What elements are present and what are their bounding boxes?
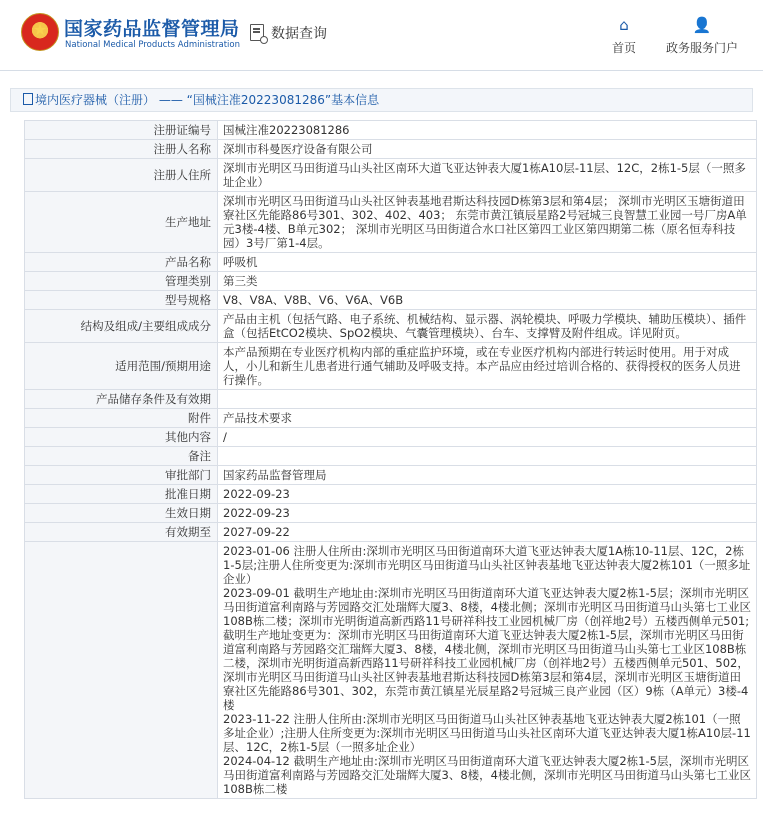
- field-label: 注册证编号: [25, 121, 218, 140]
- table-row: [25, 159, 757, 192]
- nav-home-label: 首页: [612, 41, 637, 55]
- field-label: 审批部门: [25, 466, 218, 485]
- field-value: 深圳市光明区马田街道马山头社区钟表基地君斯达科技园D栋第3层和第4层； 深圳市光明区玉塘街道田寮社区先能路86号301、302、402、403； 东莞市黄江镇辰星路2号冠城三良智慧工业园一号厂房A单元3楼-4楼、B单元302； 深圳市光明区马田街道合水口社区第四工业区第四期第二栋（原名恒寿科技园）3号厂第1-4层。: [218, 192, 757, 253]
- field-value: /: [218, 428, 757, 447]
- table-row: [25, 121, 757, 140]
- field-value: 产品由主机（包括气路、电子系统、机械结构、显示器、涡轮模块、呼吸力学模块、辅助压模块）、插件盒（包括EtCO2模块、SpO2模块、气囊管理模块）、台车、支撑臂及附件组成。详见附页。: [218, 310, 757, 343]
- field-label: 产品储存条件及有效期: [25, 390, 218, 409]
- field-label: 注册人住所: [25, 159, 218, 192]
- field-label: 生效日期: [25, 504, 218, 523]
- field-label: 管理类别: [25, 272, 218, 291]
- home-icon: ⌂: [619, 16, 629, 34]
- change-history-entry: 2023-09-01 截明生产地址由:深圳市光明区马田街道南环大道飞亚达钟表大厦2栋1-5层；深圳市光明区马田街道富利南路与芳园路交汇处瑞辉大厦3、8楼，4楼北侧；深圳市光明区马田街道马山头第七工业区108B栋二楼；深圳市光明街道高新西路11号研祥科技工业园机械厂房（创祥地2号）五楼西侧单元501;截明生产地址变更为：深圳市光明区马田街道南环大道飞亚达钟表大厦2栋1-5层，深圳市光明区马田街道富利南路与芳园路交汇瑞辉大厦3、8楼，4楼北侧，深圳市光明区马田街道马山头第七工业区108B栋二楼，深圳市光明街道高新西路11号研祥科技工业园机械厂房（创祥地2号）五楼西侧单元501、502，深圳市光明区马田街道马山头社区钟表基地君斯达科技园D栋第3层和第4层，深圳市光明区玉塘街道田寮社区先能路86号301、302，东莞市黄江镇星光辰星路2号冠城三良产业园（区）9栋（A单元）3楼-4楼: [223, 586, 751, 712]
- national-emblem-icon: [21, 13, 59, 51]
- field-label: 其他内容: [25, 428, 218, 447]
- table-row: [25, 272, 757, 291]
- site-name-cn: 国家药品监督管理局: [64, 18, 240, 40]
- field-label: 批准日期: [25, 485, 218, 504]
- field-value: 2022-09-23: [218, 504, 757, 523]
- data-query-icon: [250, 24, 264, 41]
- field-value: 产品技术要求: [218, 409, 757, 428]
- breadcrumb-section[interactable]: 境内医疗器械（注册）: [35, 93, 156, 107]
- data-query-link[interactable]: 数据查询: [271, 26, 327, 42]
- table-row: [25, 343, 757, 390]
- change-history-entry: 2023-01-06 注册人住所由:深圳市光明区马田街道南环大道飞亚达钟表大厦1A栋10-11层、12C，2栋1-5层;注册人住所变更为:深圳市光明区马田街道马山头社区钟表基地飞亚达钟表大厦2栋101（一照多址企业）: [223, 544, 751, 586]
- field-value: 深圳市光明区马田街道马山头社区南环大道飞亚达钟表大厦1栋A10层-11层、12C，2栋1-5层（一照多址企业）: [218, 159, 757, 192]
- field-label: 产品名称: [25, 253, 218, 272]
- table-row: [25, 428, 757, 447]
- field-value: 本产品预期在专业医疗机构内部的重症监护环境，或在专业医疗机构内部进行转运时使用。用于对成人，小儿和新生儿患者进行通气辅助及呼吸支持。本产品应由经过培训合格的、获得授权的医务人员进行操作。: [218, 343, 757, 390]
- table-row: [25, 291, 757, 310]
- table-row: [25, 485, 757, 504]
- table-row: [25, 466, 757, 485]
- change-history: [218, 542, 757, 799]
- field-value: 国械注准20223081286: [218, 121, 757, 140]
- field-value: V8、V8A、V8B、V6、V6A、V6B: [218, 291, 757, 310]
- field-label: 结构及组成/主要组成成分: [25, 310, 218, 343]
- table-row: [25, 523, 757, 542]
- breadcrumb-separator: ——: [158, 93, 183, 107]
- user-icon: 👤: [692, 16, 712, 34]
- nav-home-link[interactable]: [612, 18, 636, 56]
- site-name-en: National Medical Products Administration: [65, 40, 240, 50]
- nav-service-label: 政务服务门户: [666, 41, 739, 55]
- field-value: 国家药品监督管理局: [218, 466, 757, 485]
- site-header: [0, 0, 763, 71]
- change-history-entry: 2024-04-12 截明生产地址由:深圳市光明区马田街道南环大道飞亚达钟表大厦2栋1-5层，深圳市光明区马田街道富利南路与芳园路交汇处瑞辉大厦3、8楼，4楼北侧，深圳市光明区马田街道马山头第七工业区108B栋二楼: [223, 754, 751, 796]
- document-icon: [23, 93, 33, 105]
- table-row: [25, 504, 757, 523]
- record-detail-table: [24, 120, 757, 799]
- table-row: [25, 253, 757, 272]
- field-label: 型号规格: [25, 291, 218, 310]
- change-history-row: [25, 542, 757, 799]
- table-row: [25, 447, 757, 466]
- nav-service-portal-link[interactable]: [666, 18, 738, 56]
- breadcrumb: [10, 88, 753, 112]
- table-row: [25, 310, 757, 343]
- field-value: 2022-09-23: [218, 485, 757, 504]
- table-row: [25, 409, 757, 428]
- field-label: 有效期至: [25, 523, 218, 542]
- field-value: 呼吸机: [218, 253, 757, 272]
- field-label: 生产地址: [25, 192, 218, 253]
- field-value: 第三类: [218, 272, 757, 291]
- field-value: [218, 447, 757, 466]
- field-label: 注册人名称: [25, 140, 218, 159]
- field-value: 深圳市科曼医疗设备有限公司: [218, 140, 757, 159]
- breadcrumb-record: “国械注准20223081286”基本信息: [186, 93, 380, 107]
- field-label: 适用范围/预期用途: [25, 343, 218, 390]
- field-label: 附件: [25, 409, 218, 428]
- table-row: [25, 390, 757, 409]
- change-history-entry: 2023-11-22 注册人住所由:深圳市光明区马田街道马山头社区钟表基地飞亚达钟表大厦2栋101（一照多址企业）;注册人住所变更为:深圳市光明区马田街道马山头社区南环大道飞亚达钟表大厦1栋A10层-11层、12C，2栋1-5层（一照多址企业）: [223, 712, 751, 754]
- field-value: 2027-09-22: [218, 523, 757, 542]
- table-row: [25, 192, 757, 253]
- table-row: [25, 140, 757, 159]
- field-value: [218, 390, 757, 409]
- field-label: [25, 542, 218, 799]
- field-label: 备注: [25, 447, 218, 466]
